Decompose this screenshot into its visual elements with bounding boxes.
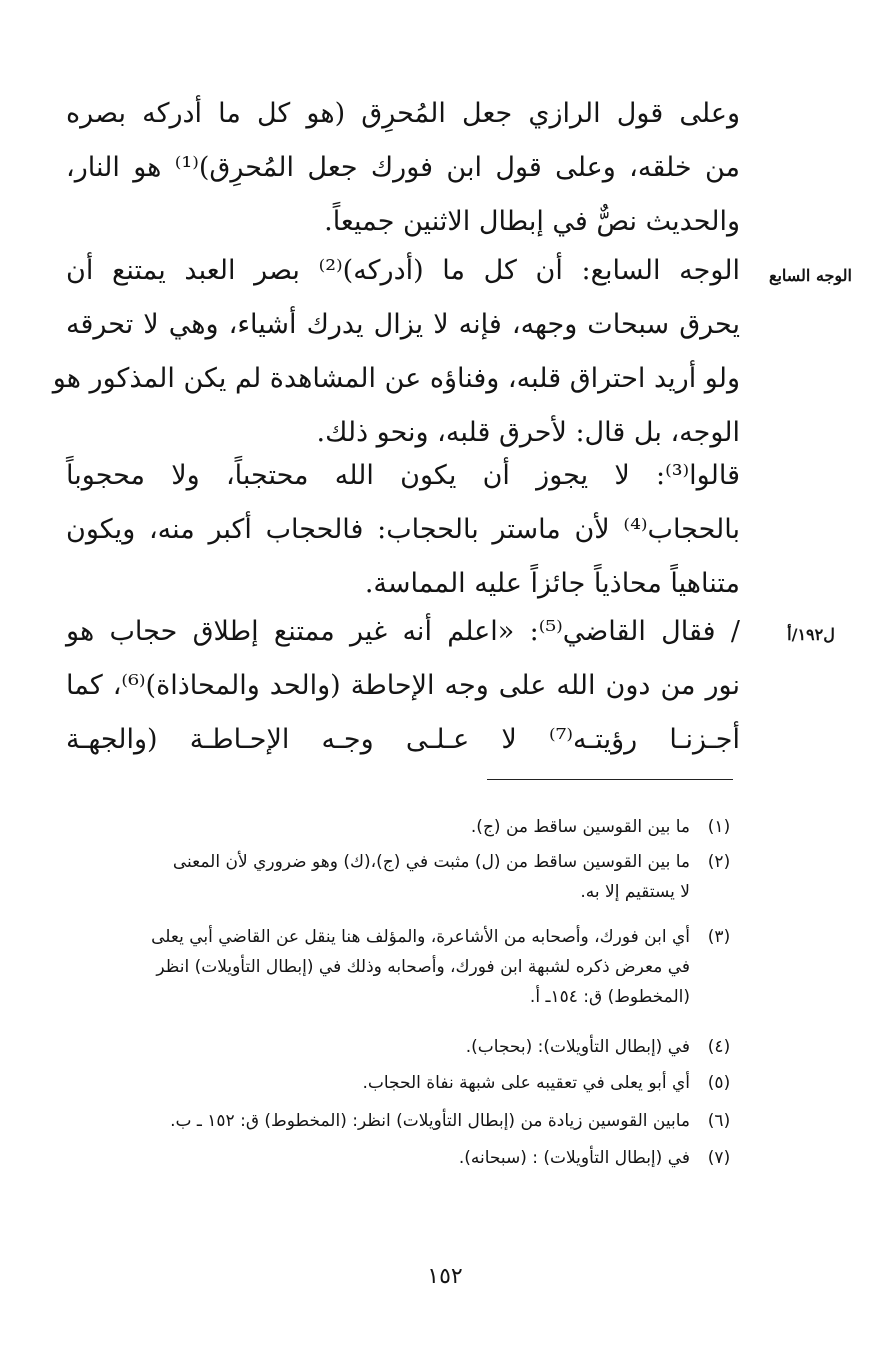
footnote-text: مابين القوسين زيادة من (إبطال التأويلات) انظر: (المخطوط) ق: ١٥٢ ـ ب.: [170, 1111, 690, 1131]
footnote-6: [70, 1106, 736, 1136]
footnote-text: أي ابن فورك، وأصحابه من الأشاعرة، والمؤلف هنا ينقل عن القاضي أبي يعلى: [151, 927, 690, 947]
footnote-text: في معرض ذكره لشبهة ابن فورك، وأصحابه وذلك في (إبطال التأويلات) انظر: [156, 957, 690, 977]
text-line: يحرق سبحات وجهه، فإنه لا يزال يدرك أشياء، وهي لا تحرقه: [66, 309, 740, 340]
footnote-number: (٣): [707, 927, 731, 947]
footnote-2: [70, 847, 736, 907]
footnote-text: في (إبطال التأويلات): (بحجاب).: [465, 1037, 690, 1057]
footnote-number: (١): [707, 817, 731, 837]
margin-note-seventh-aspect: الوجه السابع: [768, 266, 852, 285]
text-line: ولو أريد احتراق قلبه، وفناؤه عن المشاهدة لم يكن المذكور هو: [52, 363, 740, 394]
text-line: أجـزنـا رؤيتـه⁽⁷⁾ لا عـلـى وجـه الإحـاطـة (والجهـة: [66, 724, 740, 755]
footnote-number: (٧): [707, 1148, 731, 1168]
text-line: قالوا⁽³⁾: لا يجوز أن يكون الله محتجباً، ولا محجوباً: [66, 460, 740, 491]
paragraph-2: [52, 244, 740, 460]
footnote-text: لا يستقيم إلا به.: [580, 882, 690, 902]
paragraph-4: [66, 605, 740, 767]
paragraph-3: [66, 449, 740, 611]
text-line: نور من دون الله على وجه الإحاطة (والحد والمحاذاة)⁽⁶⁾، كما: [66, 670, 740, 701]
paragraph-1: [66, 87, 740, 249]
footnote-text: ما بين القوسين ساقط من (ج).: [470, 817, 690, 837]
margin-note-manuscript-ref: ل١٩٢/أ: [787, 625, 835, 644]
text-line: بالحجاب⁽⁴⁾ لأن ماستر بالحجاب: فالحجاب أكبر منه، ويكون: [66, 514, 740, 545]
footnote-7: [70, 1143, 736, 1173]
footnote-1: [70, 812, 736, 842]
footnote-number: (٦): [707, 1111, 731, 1131]
page-number: ١٥٢: [427, 1264, 463, 1289]
footnote-text: (المخطوط) ق: ١٥٤ـ أ.: [529, 987, 690, 1007]
text-line: وعلى قول الرازي جعل المُحرِق (هو كل ما أدركه بصره: [66, 98, 740, 129]
footnote-number: (٤): [707, 1037, 731, 1057]
footnote-number: (٢): [707, 852, 731, 872]
footnote-text: في (إبطال التأويلات) : (سبحانه).: [458, 1148, 690, 1168]
footnote-text: ما بين القوسين ساقط من (ل) مثبت في (ج)،(ك) وهو ضروري لأن المعنى: [172, 852, 690, 872]
text-line: من خلقه، وعلى قول ابن فورك جعل المُحرِق)⁽¹⁾ هو النار،: [66, 152, 740, 183]
footnote-3: [70, 922, 736, 1012]
footnote-number: (٥): [707, 1073, 731, 1093]
text-line: / فقال القاضي⁽⁵⁾: «اعلم أنه غير ممتنع إطلاق حجاب هو: [66, 616, 740, 647]
text-line: الوجه، بل قال: لأحرق قلبه، ونحو ذلك.: [316, 417, 740, 448]
footnote-separator: [487, 779, 733, 780]
text-line: الوجه السابع: أن كل ما (أدركه)⁽²⁾ بصر العبد يمتنع أن: [66, 255, 740, 286]
footnote-5: [70, 1068, 736, 1098]
footnote-text: أي أبو يعلى في تعقيبه على شبهة نفاة الحجاب.: [362, 1073, 690, 1093]
text-line: متناهياً محاذياً جائزاً عليه المماسة.: [364, 568, 740, 599]
text-line: والحديث نصٌّ في إبطال الاثنين جميعاً.: [324, 206, 740, 237]
footnote-4: [70, 1032, 736, 1062]
